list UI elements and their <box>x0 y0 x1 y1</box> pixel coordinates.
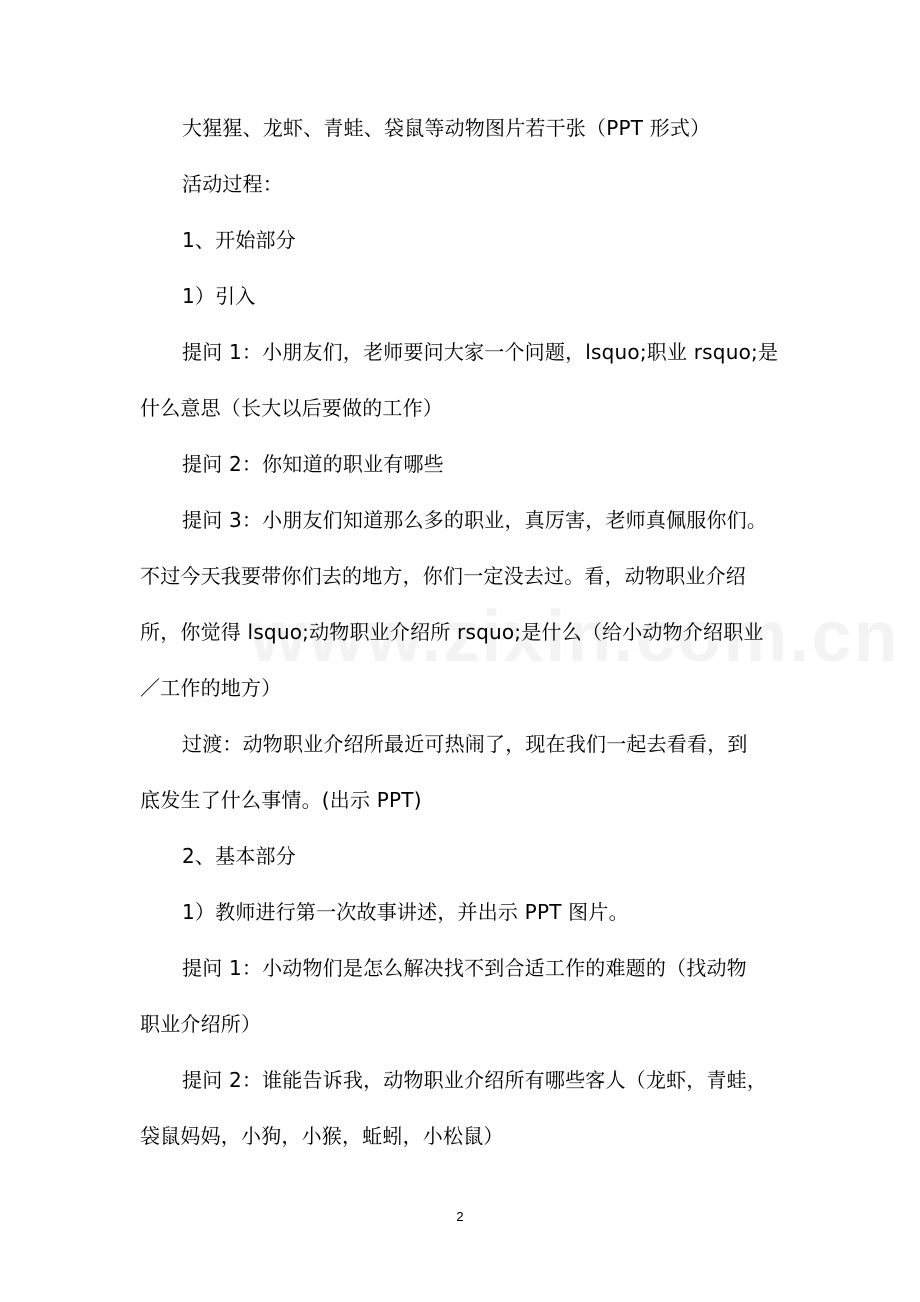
question-2-line: 提问 2：你知道的职业有哪些 <box>182 452 444 476</box>
question-1-line-1: 提问 1：小朋友们，老师要问大家一个问题，lsquo;职业 rsquo;是 <box>182 340 779 364</box>
section-heading-start: 1、开始部分 <box>182 228 296 252</box>
transition-line-1: 过渡：动物职业介绍所最近可热闹了，现在我们一起去看看，到 <box>182 732 748 756</box>
question-1-line-2: 什么意思（长大以后要做的工作） <box>140 396 443 420</box>
basic-question-2-line-1: 提问 2：谁能告诉我，动物职业介绍所有哪些客人（龙虾，青蛙， <box>182 1068 768 1092</box>
materials-line: 大猩猩、龙虾、青蛙、袋鼠等动物图片若干张（PPT 形式） <box>182 116 711 140</box>
basic-question-1-line-2: 职业介绍所） <box>140 1012 262 1036</box>
basic-question-2-line-2: 袋鼠妈妈，小狗，小猴，蚯蚓，小松鼠） <box>140 1124 504 1148</box>
question-3-line-3: 所，你觉得 lsquo;动物职业介绍所 rsquo;是什么（给小动物介绍职业 <box>140 620 764 644</box>
question-3-line-1: 提问 3：小朋友们知道那么多的职业，真厉害，老师真佩服你们。 <box>182 508 768 532</box>
section-heading-basic: 2、基本部分 <box>182 844 296 868</box>
transition-line-2: 底发生了什么事情。(出示 PPT) <box>140 788 422 812</box>
subheading-intro: 1）引入 <box>182 284 256 308</box>
step-1-line: 1）教师进行第一次故事讲述，并出示 PPT 图片。 <box>182 900 629 924</box>
basic-question-1-line-1: 提问 1：小动物们是怎么解决找不到合适工作的难题的（找动物 <box>182 956 747 980</box>
question-3-line-2: 不过今天我要带你们去的地方，你们一定没去过。看，动物职业介绍 <box>140 564 746 588</box>
section-heading-activity-process: 活动过程： <box>182 172 283 196</box>
question-3-line-4: ／工作的地方） <box>140 676 282 700</box>
page-number: 2 <box>456 1209 464 1224</box>
